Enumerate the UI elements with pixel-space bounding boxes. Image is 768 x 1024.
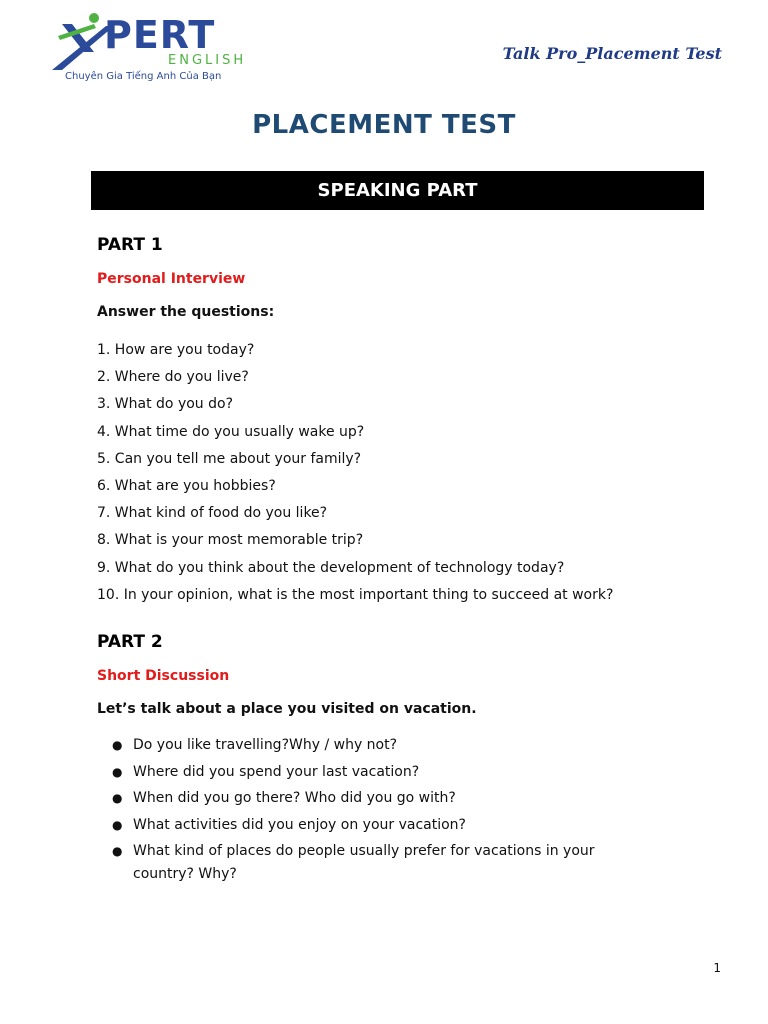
list-item: 6. What are you hobbies? bbox=[97, 478, 276, 495]
list-item: 3. What do you do? bbox=[97, 396, 234, 413]
list-item: 2. Where do you live? bbox=[97, 369, 249, 386]
list-item: 7. What kind of food do you like? bbox=[97, 505, 328, 522]
logo-subbrand: ENGLISH bbox=[168, 53, 247, 68]
part2-subheading: Short Discussion bbox=[97, 668, 230, 684]
question-list bbox=[97, 337, 613, 609]
discussion-bullet-list bbox=[112, 734, 632, 889]
page-title: PLACEMENT TEST bbox=[252, 110, 516, 140]
header-title: Talk Pro_Placement Test bbox=[502, 44, 722, 63]
logo-tagline: Chuyên Gia Tiếng Anh Của Bạn bbox=[65, 71, 222, 82]
bullet-icon: ● bbox=[112, 817, 123, 832]
page-number: 1 bbox=[713, 961, 721, 975]
list-item bbox=[112, 787, 632, 810]
list-item: 4. What time do you usually wake up? bbox=[97, 423, 365, 440]
list-item bbox=[112, 814, 632, 837]
list-item: 1. How are you today? bbox=[97, 342, 255, 358]
bullet-text: What kind of places do people usually prefer for vacations in your country? Why? bbox=[133, 843, 595, 882]
list-item bbox=[112, 840, 632, 885]
part1-subheading: Personal Interview bbox=[97, 271, 246, 287]
bullet-icon: ● bbox=[112, 791, 123, 805]
bullet-text: Where did you spend your last vacation? bbox=[133, 763, 420, 780]
list-item: 9. What do you think about the development of technology today? bbox=[97, 559, 565, 576]
list-item: 5. Can you tell me about your family? bbox=[97, 450, 362, 467]
list-item: 10. In your opinion, what is the most important thing to succeed at work? bbox=[97, 586, 614, 603]
bullet-icon: ● bbox=[112, 764, 123, 779]
bullet-text: Do you like travelling?Why / why not? bbox=[133, 737, 398, 753]
logo-wordmark: PERT bbox=[104, 13, 216, 57]
part2-heading: PART 2 bbox=[97, 632, 163, 652]
part1-heading: PART 1 bbox=[97, 235, 163, 255]
list-item bbox=[112, 761, 632, 784]
part2-instruction: Let’s talk about a place you visited on vacation. bbox=[97, 701, 477, 717]
bullet-icon: ● bbox=[112, 738, 123, 752]
brand-logo bbox=[48, 12, 247, 86]
section-title-bar: SPEAKING PART bbox=[91, 171, 704, 210]
list-item: 8. What is your most memorable trip? bbox=[97, 532, 364, 549]
bullet-text: What activities did you enjoy on your vacation? bbox=[133, 816, 466, 833]
bullet-text: When did you go there? Who did you go with? bbox=[133, 790, 456, 806]
list-item bbox=[112, 734, 632, 757]
part1-instruction: Answer the questions: bbox=[97, 304, 275, 320]
bullet-icon: ● bbox=[112, 844, 123, 858]
